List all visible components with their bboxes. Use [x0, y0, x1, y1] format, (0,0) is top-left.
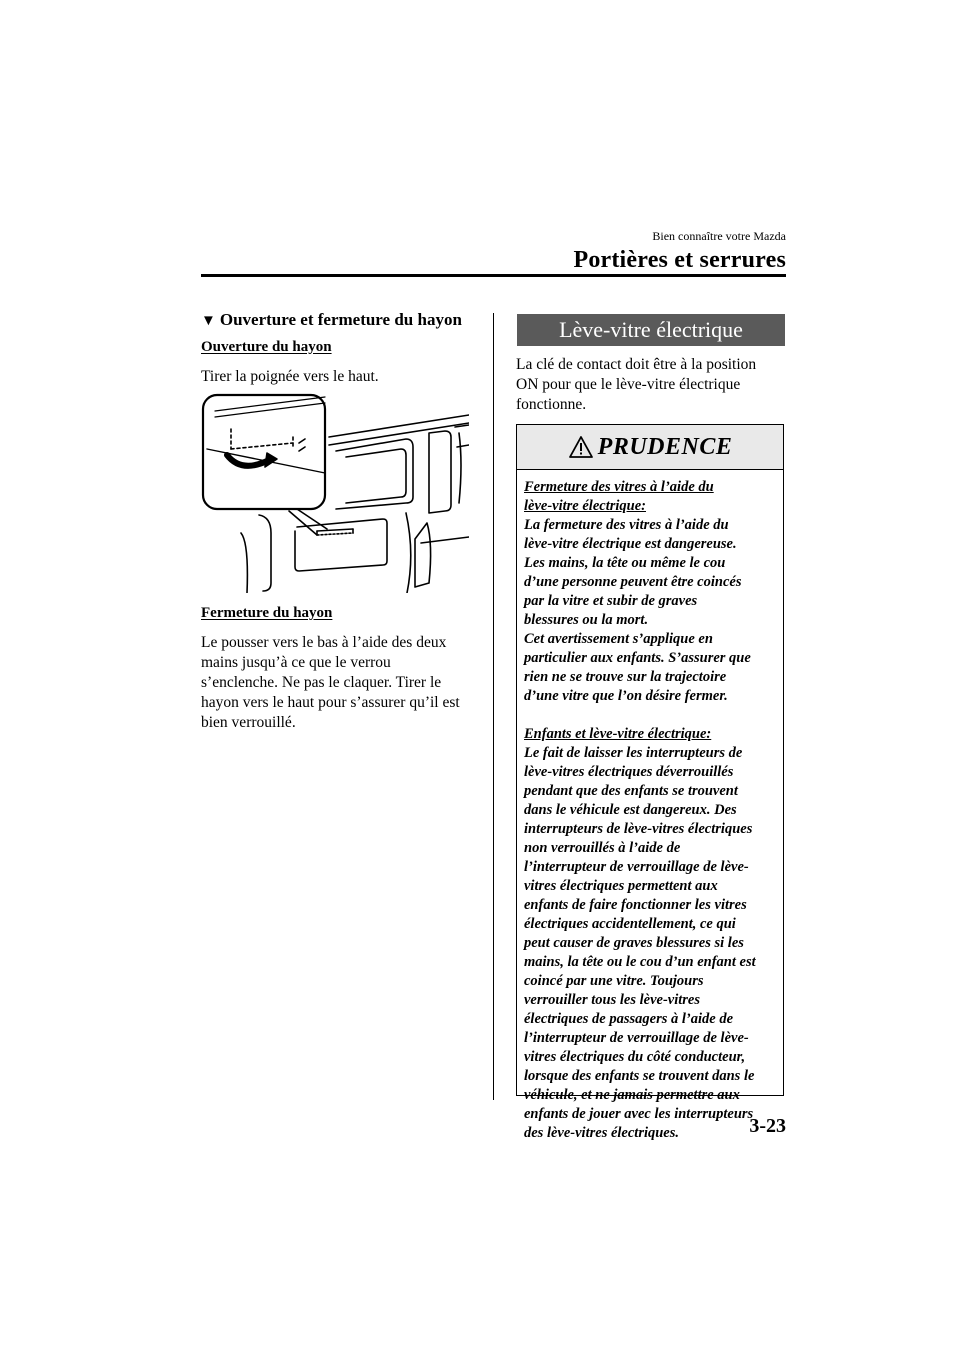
running-header-title: Portières et serrures — [573, 247, 786, 273]
close-text-line: mains jusqu’à ce que le verrou — [201, 654, 391, 671]
caution-line: des lève-vitres électriques. — [524, 1125, 680, 1141]
page-number: 3-23 — [749, 1115, 786, 1137]
close-text-line: hayon vers le haut pour s’assurer qu’il est — [201, 694, 460, 711]
intro-line: ON pour que le lève-vitre électrique — [516, 376, 741, 393]
spacer — [524, 706, 777, 725]
caution-line: d’une personne peuvent être coincés — [524, 574, 742, 590]
caution-line: particulier aux enfants. S’assurer que — [524, 650, 751, 666]
running-header-subtitle: Bien connaître votre Mazda — [652, 229, 786, 243]
caution-line: Le fait de laisser les interrupteurs de — [524, 745, 743, 761]
close-text-line: s’enclenche. Ne pas le claquer. Tirer le — [201, 674, 442, 691]
header-rule — [201, 274, 786, 277]
tailgate-handle-illustration — [201, 393, 469, 593]
caution-line: électriques accidentellement, ce qui — [524, 916, 736, 932]
column-divider — [493, 313, 494, 1100]
caution-line: vitres électriques du côté conducteur, — [524, 1049, 746, 1065]
caution-line: enfants de jouer avec les interrupteurs — [524, 1106, 754, 1122]
intro-line: La clé de contact doit être à la position — [516, 356, 757, 373]
close-text — [201, 633, 481, 733]
caution-heading-line: Fermeture des vitres à l’aide du — [524, 479, 714, 495]
caution-line: électriques de passagers à l’aide de — [524, 1011, 734, 1027]
caution-line: non verrouillés à l’aide de — [524, 840, 681, 856]
caution-heading-line: lève-vitre électrique: — [524, 498, 646, 514]
open-text: Tirer la poignée vers le haut. — [201, 368, 379, 385]
caution-line: verrouiller tous les lève-vitres — [524, 992, 700, 1008]
caution-line: Cet avertissement s’applique en — [524, 631, 713, 647]
caution-line: lorsque des enfants se trouvent dans le — [524, 1068, 755, 1084]
caution-line: lève-vitres électriques déverrouillés — [524, 764, 734, 780]
caution-line: peut causer de graves blessures si les — [524, 935, 744, 951]
close-heading: Fermeture du hayon — [201, 605, 333, 621]
caution-line: mains, la tête ou le cou d’un enfant est — [524, 954, 756, 970]
section-title — [201, 310, 462, 330]
caution-line: La fermeture des vitres à l’aide du — [524, 517, 729, 533]
caution-line: pendant que des enfants se trouvent — [524, 783, 738, 799]
caution-header — [517, 425, 783, 470]
caution-line: vitres électriques permettent aux — [524, 878, 718, 894]
caution-body — [517, 470, 783, 1143]
caution-line: l’interrupteur de verrouillage de lève- — [524, 1030, 749, 1046]
open-heading: Ouverture du hayon — [201, 339, 332, 355]
caution-line: interrupteurs de lève-vitres électriques — [524, 821, 753, 837]
caution-line: enfants de faire fonctionner les vitres — [524, 897, 747, 913]
caution-line: Les mains, la tête ou même le cou — [524, 555, 726, 571]
intro-line: fonctionne. — [516, 396, 587, 413]
caution-line: par la vitre et subir de graves — [524, 593, 698, 609]
caution-line: coincé par une vitre. Toujours — [524, 973, 704, 989]
close-text-line: bien verrouillé. — [201, 714, 296, 731]
caution-title: PRUDENCE — [597, 433, 733, 460]
caution-line: lève-vitre électrique est dangereuse. — [524, 536, 737, 552]
intro-text — [516, 355, 784, 415]
caution-line: dans le véhicule est dangereux. Des — [524, 802, 737, 818]
section-banner: Lève-vitre électrique — [517, 314, 785, 346]
caution-line: l’interrupteur de verrouillage de lève- — [524, 859, 749, 875]
close-text-line: Le pousser vers le bas à l’aide des deux — [201, 634, 447, 651]
caution-line: blessures ou la mort. — [524, 612, 649, 628]
triangle-down-icon: ▼ — [201, 313, 216, 329]
caution-line: véhicule, et ne jamais permettre aux — [524, 1087, 740, 1103]
caution-line: d’une vitre que l’on désire fermer. — [524, 688, 728, 704]
caution-heading-line: Enfants et lève-vitre électrique: — [524, 726, 712, 742]
caution-line: rien ne se trouve sur la trajectoire — [524, 669, 727, 685]
section-title-text: Ouverture et fermeture du hayon — [219, 310, 462, 329]
warning-triangle-icon — [568, 435, 594, 459]
